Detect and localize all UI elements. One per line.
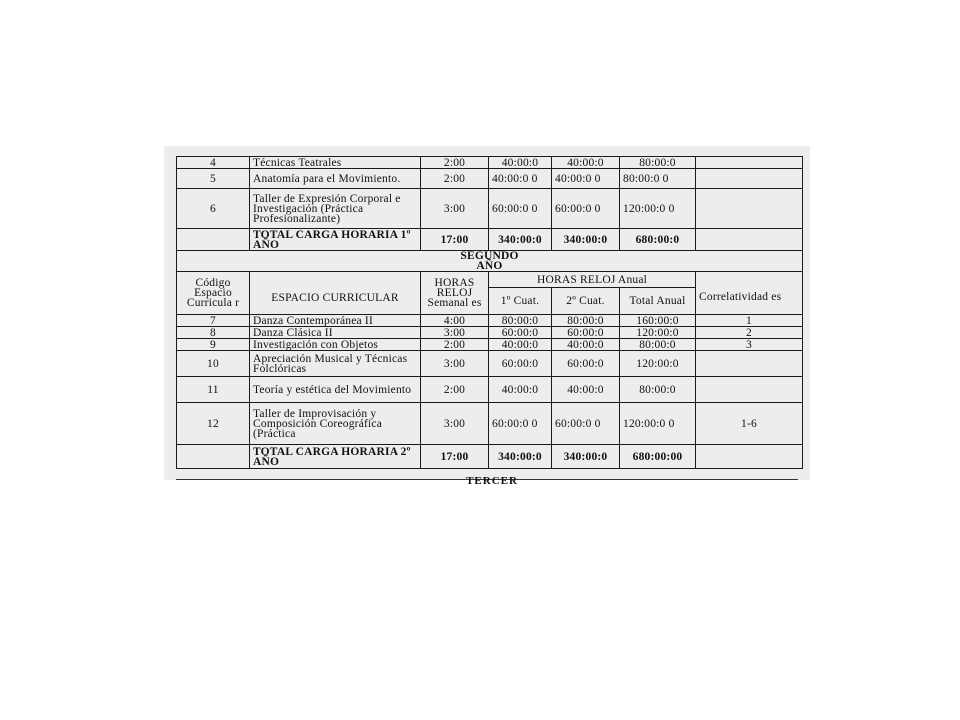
first-term-cell: 40:00:0 <box>489 157 552 169</box>
code-cell: 7 <box>177 315 250 327</box>
curriculum-table <box>176 156 803 469</box>
second-term-cell: 60:00:0 <box>552 327 620 339</box>
total-label: TOTAL CARGA HORARIA 1º AÑO <box>250 229 421 251</box>
annual-total-cell: 80:00:0 <box>620 377 696 403</box>
correlatives-cell: 2 <box>696 327 803 339</box>
subject-cell: Danza Clásica II <box>250 327 421 339</box>
code-cell: 4 <box>177 157 250 169</box>
annual-total-cell: 120:00:0 0 <box>620 403 696 445</box>
annual-total-cell: 80:00:0 <box>620 157 696 169</box>
annual-total-header: Total Anual <box>620 288 696 315</box>
weekly-hours-cell: 3:00 <box>421 403 489 445</box>
total-weekly-cell: 17:00 <box>421 229 489 251</box>
subject-cell: Danza Contemporánea II <box>250 315 421 327</box>
subject-cell: Técnicas Teatrales <box>250 157 421 169</box>
correlatives-cell <box>696 189 803 229</box>
code-header: Código Espacio Curricula r <box>177 272 250 315</box>
total-second-term-cell: 340:00:0 <box>552 445 620 469</box>
table-row <box>177 339 803 351</box>
first-term-cell: 60:00:0 0 <box>489 189 552 229</box>
section-title-row <box>177 251 803 272</box>
correlatives-cell: 1 <box>696 315 803 327</box>
code-cell: 12 <box>177 403 250 445</box>
correlatives-cell <box>696 169 803 189</box>
total-annual-cell: 680:00:0 <box>620 229 696 251</box>
code-cell: 8 <box>177 327 250 339</box>
weekly-hours-cell: 2:00 <box>421 169 489 189</box>
first-term-cell: 80:00:0 <box>489 315 552 327</box>
code-cell: 5 <box>177 169 250 189</box>
weekly-hours-cell: 3:00 <box>421 189 489 229</box>
weekly-hours-cell: 4:00 <box>421 315 489 327</box>
weekly-hours-cell: 3:00 <box>421 351 489 377</box>
correlatives-cell <box>696 377 803 403</box>
subject-cell: Teoría y estética del Movimiento <box>250 377 421 403</box>
correlatives-cell <box>696 157 803 169</box>
correlatives-header: Correlatividad es <box>696 272 803 315</box>
second-term-cell: 40:00:0 <box>552 377 620 403</box>
table-row <box>177 351 803 377</box>
annual-total-cell: 120:00:0 <box>620 351 696 377</box>
table-row <box>177 327 803 339</box>
correlatives-cell: 1-6 <box>696 403 803 445</box>
second-term-cell: 40:00:0 <box>552 157 620 169</box>
code-cell: 11 <box>177 377 250 403</box>
space-header: ESPACIO CURRICULAR <box>250 272 421 315</box>
subject-cell: Anatomía para el Movimiento. <box>250 169 421 189</box>
total-first-term-cell: 340:00:0 <box>489 229 552 251</box>
scanned-document <box>164 146 810 487</box>
second-term-cell: 60:00:0 <box>552 351 620 377</box>
subject-cell: Investigación con Objetos <box>250 339 421 351</box>
subject-cell: Taller de Expresión Corporal e Investigación (Práctica Profesionalizante) <box>250 189 421 229</box>
correlatives-cell: 3 <box>696 339 803 351</box>
subject-cell: Taller de Improvisación y Composición Coreográfica (Práctica <box>250 403 421 445</box>
table-row <box>177 377 803 403</box>
first-term-header: 1º Cuat. <box>489 288 552 315</box>
next-section-title-partial: TERCER <box>466 475 518 487</box>
weekly-hours-cell: 3:00 <box>421 327 489 339</box>
weekly-hours-cell: 2:00 <box>421 377 489 403</box>
weekly-hours-cell: 2:00 <box>421 157 489 169</box>
subject-cell: Apreciación Musical y Técnicas Folclóricas <box>250 351 421 377</box>
total-row <box>177 445 803 469</box>
annual-total-cell: 120:00:0 0 <box>620 189 696 229</box>
second-term-cell: 40:00:0 <box>552 339 620 351</box>
total-row <box>177 229 803 251</box>
total-second-term-cell: 340:00:0 <box>552 229 620 251</box>
annual-total-cell: 80:00:0 <box>620 339 696 351</box>
annual-total-cell: 120:00:0 <box>620 327 696 339</box>
second-term-cell: 60:00:0 0 <box>552 189 620 229</box>
correlatives-cell <box>696 351 803 377</box>
first-term-cell: 40:00:0 0 <box>489 169 552 189</box>
first-term-cell: 40:00:0 <box>489 377 552 403</box>
header-row <box>177 272 803 288</box>
first-term-cell: 60:00:0 <box>489 327 552 339</box>
annual-header: HORAS RELOJ Anual <box>489 272 696 288</box>
table-row <box>177 403 803 445</box>
second-term-cell: 60:00:0 0 <box>552 403 620 445</box>
first-term-cell: 60:00:0 0 <box>489 403 552 445</box>
second-term-cell: 40:00:0 0 <box>552 169 620 189</box>
annual-total-cell: 80:00:0 0 <box>620 169 696 189</box>
annual-total-cell: 160:00:0 <box>620 315 696 327</box>
table-row <box>177 315 803 327</box>
total-label: TOTAL CARGA HORARIA 2º AÑO <box>250 445 421 469</box>
weekly-header: HORAS RELOJ Semanal es <box>421 272 489 315</box>
code-cell: 9 <box>177 339 250 351</box>
code-cell: 10 <box>177 351 250 377</box>
total-first-term-cell: 340:00:0 <box>489 445 552 469</box>
second-term-cell: 80:00:0 <box>552 315 620 327</box>
total-annual-cell: 680:00:00 <box>620 445 696 469</box>
table-row <box>177 189 803 229</box>
second-term-header: 2º Cuat. <box>552 288 620 315</box>
table-row <box>177 157 803 169</box>
total-weekly-cell: 17:00 <box>421 445 489 469</box>
first-term-cell: 40:00:0 <box>489 339 552 351</box>
section-title: SEGUNDO AÑO <box>177 251 803 272</box>
table-row <box>177 169 803 189</box>
weekly-hours-cell: 2:00 <box>421 339 489 351</box>
first-term-cell: 60:00:0 <box>489 351 552 377</box>
code-cell: 6 <box>177 189 250 229</box>
